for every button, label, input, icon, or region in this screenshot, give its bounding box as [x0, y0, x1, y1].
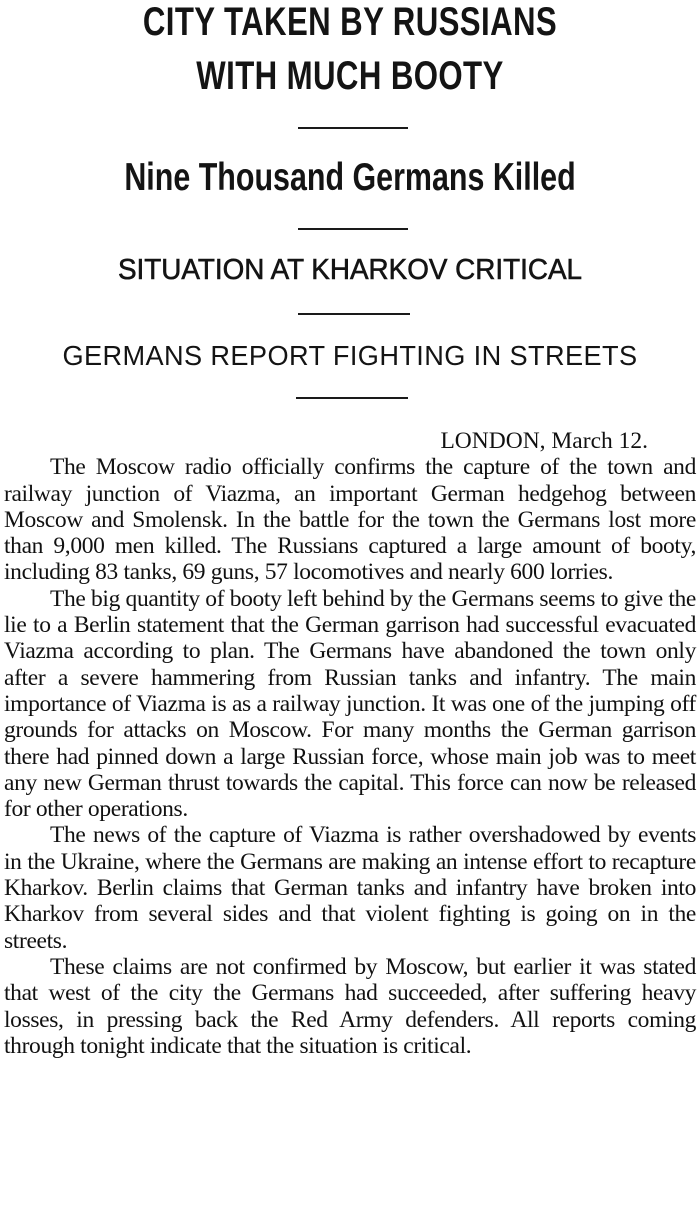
divider-rule [298, 228, 408, 230]
article-paragraph-4: These claims are not confirmed by Moscow, but earlier it was stated that west of the city the Germans had succeeded, after suffering heavy losses, in pressing back the Red Army defenders. All reports coming through tonight indicate that the situation is critical. [4, 953, 696, 1059]
divider-rule [298, 313, 410, 315]
subheadline-street-fighting: GERMANS REPORT FIGHTING IN STREETS [62, 340, 638, 371]
article-body [4, 428, 696, 1059]
article-paragraph-3: The news of the capture of Viazma is rather overshadowed by events in the Ukraine, where the Germans are making an intense effort to recapture Kharkov. Berlin claims that German tanks and infantry have broken into Kharkov from several sides and that violent fighting is going on in the streets. [4, 822, 696, 954]
main-headline-line-2: WITH MUCH BOOTY [196, 54, 504, 98]
subheadline-kharkov: SITUATION AT KHARKOV CRITICAL [117, 254, 583, 286]
article-paragraph-1: The Moscow radio officially confirms the capture of the town and railway junction of Viazma, an important German hedgehog between Moscow and Smolensk. In the battle for the town the Germans lost more than 9,000 men killed. The Russians captured a large amount of booty, including 83 tanks, 69 guns, 57 locomotives and nearly 600 lorries. [4, 454, 696, 586]
divider-rule [298, 127, 408, 129]
subheadline-casualties: Nine Thousand Germans Killed [124, 156, 576, 199]
article-paragraph-2: The big quantity of booty left behind by the Germans seems to give the lie to a Berlin statement that the German garrison had successful evacuated Viazma according to plan. The Germans have abandoned the town only after a severe hammering from Russian tanks and infantry. The main importance of Viazma is as a railway junction. It was one of the jumping off grounds for attacks on Moscow. For many months the German garrison there had pinned down a large Russian force, whose main job was to meet any new German thrust towards the capital. This force can now be released for other operations. [4, 585, 696, 823]
divider-rule [296, 397, 408, 399]
dateline: LONDON, March 12. [440, 428, 648, 454]
main-headline-line-1: CITY TAKEN BY RUSSIANS [142, 0, 558, 44]
